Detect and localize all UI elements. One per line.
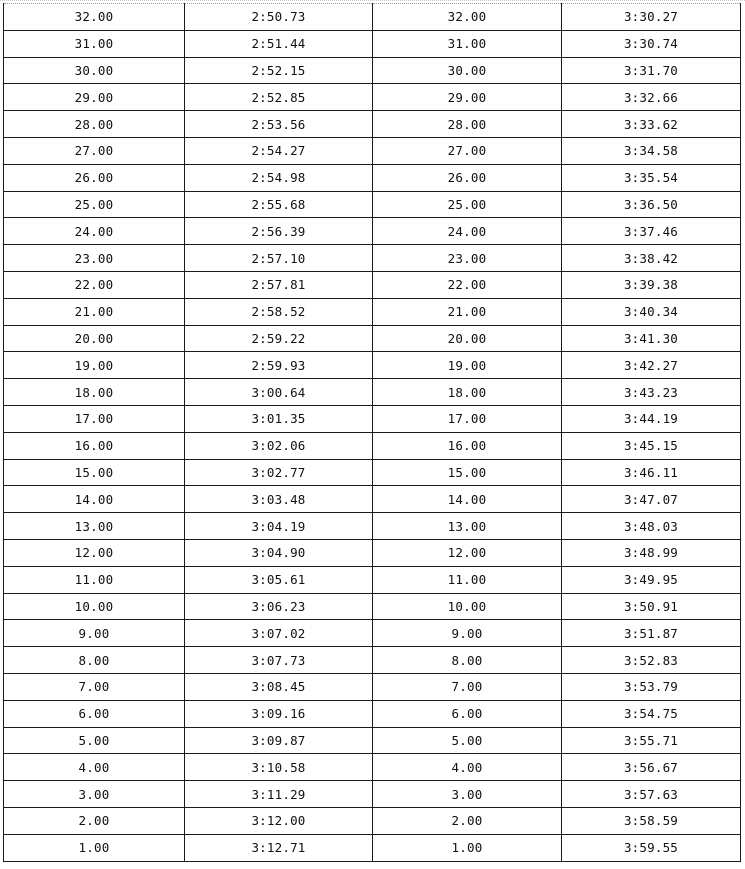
time-cell: 3:54.75 bbox=[562, 700, 741, 727]
table-row bbox=[4, 834, 741, 861]
time-cell: 3:52.83 bbox=[562, 647, 741, 674]
time-cell: 3:04.19 bbox=[185, 513, 373, 540]
table-row bbox=[4, 513, 741, 540]
table-row bbox=[4, 405, 741, 432]
score-cell: 28.00 bbox=[4, 111, 185, 138]
time-cell: 3:56.67 bbox=[562, 754, 741, 781]
time-cell: 3:57.63 bbox=[562, 781, 741, 808]
score-cell: 29.00 bbox=[373, 84, 562, 111]
score-cell: 7.00 bbox=[373, 673, 562, 700]
table-row bbox=[4, 271, 741, 298]
score-cell: 4.00 bbox=[4, 754, 185, 781]
score-cell: 8.00 bbox=[373, 647, 562, 674]
score-cell: 31.00 bbox=[4, 30, 185, 57]
table-row bbox=[4, 647, 741, 674]
time-cell: 3:12.00 bbox=[185, 807, 373, 834]
score-cell: 24.00 bbox=[373, 218, 562, 245]
table-row bbox=[4, 727, 741, 754]
score-cell: 2.00 bbox=[4, 807, 185, 834]
table-row bbox=[4, 298, 741, 325]
time-cell: 3:45.15 bbox=[562, 432, 741, 459]
score-cell: 15.00 bbox=[373, 459, 562, 486]
time-cell: 3:37.46 bbox=[562, 218, 741, 245]
time-cell: 3:58.59 bbox=[562, 807, 741, 834]
table-row bbox=[4, 593, 741, 620]
score-cell: 21.00 bbox=[373, 298, 562, 325]
score-cell: 7.00 bbox=[4, 673, 185, 700]
table-row bbox=[4, 379, 741, 406]
time-cell: 2:52.85 bbox=[185, 84, 373, 111]
time-cell: 2:52.15 bbox=[185, 57, 373, 84]
time-cell: 2:50.73 bbox=[185, 4, 373, 31]
score-cell: 21.00 bbox=[4, 298, 185, 325]
time-cell: 3:33.62 bbox=[562, 111, 741, 138]
time-cell: 3:48.03 bbox=[562, 513, 741, 540]
score-cell: 11.00 bbox=[4, 566, 185, 593]
time-cell: 3:41.30 bbox=[562, 325, 741, 352]
score-cell: 14.00 bbox=[4, 486, 185, 513]
table-row bbox=[4, 325, 741, 352]
score-cell: 24.00 bbox=[4, 218, 185, 245]
score-table bbox=[3, 3, 741, 862]
time-cell: 3:09.16 bbox=[185, 700, 373, 727]
table-row bbox=[4, 218, 741, 245]
time-cell: 2:59.93 bbox=[185, 352, 373, 379]
time-cell: 2:55.68 bbox=[185, 191, 373, 218]
table-row bbox=[4, 30, 741, 57]
table-row bbox=[4, 111, 741, 138]
score-cell: 28.00 bbox=[373, 111, 562, 138]
time-cell: 3:38.42 bbox=[562, 245, 741, 272]
time-cell: 3:36.50 bbox=[562, 191, 741, 218]
time-cell: 3:34.58 bbox=[562, 137, 741, 164]
score-cell: 16.00 bbox=[4, 432, 185, 459]
time-cell: 3:30.74 bbox=[562, 30, 741, 57]
score-cell: 2.00 bbox=[373, 807, 562, 834]
score-cell: 13.00 bbox=[373, 513, 562, 540]
score-cell: 12.00 bbox=[373, 539, 562, 566]
time-cell: 3:39.38 bbox=[562, 271, 741, 298]
table-row bbox=[4, 4, 741, 31]
time-cell: 3:02.06 bbox=[185, 432, 373, 459]
score-cell: 23.00 bbox=[373, 245, 562, 272]
score-cell: 31.00 bbox=[373, 30, 562, 57]
score-cell: 5.00 bbox=[4, 727, 185, 754]
score-cell: 6.00 bbox=[373, 700, 562, 727]
score-cell: 1.00 bbox=[4, 834, 185, 861]
score-cell: 25.00 bbox=[373, 191, 562, 218]
time-cell: 2:57.10 bbox=[185, 245, 373, 272]
time-cell: 3:44.19 bbox=[562, 405, 741, 432]
score-cell: 13.00 bbox=[4, 513, 185, 540]
time-cell: 2:53.56 bbox=[185, 111, 373, 138]
time-cell: 3:48.99 bbox=[562, 539, 741, 566]
table-row bbox=[4, 164, 741, 191]
score-cell: 11.00 bbox=[373, 566, 562, 593]
score-table-body bbox=[4, 4, 741, 862]
time-cell: 3:03.48 bbox=[185, 486, 373, 513]
time-cell: 3:42.27 bbox=[562, 352, 741, 379]
score-cell: 25.00 bbox=[4, 191, 185, 218]
time-cell: 3:49.95 bbox=[562, 566, 741, 593]
score-cell: 18.00 bbox=[4, 379, 185, 406]
time-cell: 2:54.98 bbox=[185, 164, 373, 191]
time-cell: 3:00.64 bbox=[185, 379, 373, 406]
score-cell: 27.00 bbox=[4, 137, 185, 164]
time-cell: 3:07.02 bbox=[185, 620, 373, 647]
time-cell: 3:47.07 bbox=[562, 486, 741, 513]
table-row bbox=[4, 781, 741, 808]
time-cell: 2:51.44 bbox=[185, 30, 373, 57]
time-cell: 3:43.23 bbox=[562, 379, 741, 406]
score-cell: 19.00 bbox=[373, 352, 562, 379]
table-row bbox=[4, 137, 741, 164]
score-cell: 10.00 bbox=[4, 593, 185, 620]
score-cell: 6.00 bbox=[4, 700, 185, 727]
score-cell: 29.00 bbox=[4, 84, 185, 111]
table-row bbox=[4, 432, 741, 459]
score-cell: 32.00 bbox=[4, 4, 185, 31]
time-cell: 3:08.45 bbox=[185, 673, 373, 700]
time-cell: 3:11.29 bbox=[185, 781, 373, 808]
score-cell: 9.00 bbox=[373, 620, 562, 647]
time-cell: 3:06.23 bbox=[185, 593, 373, 620]
score-cell: 5.00 bbox=[373, 727, 562, 754]
score-cell: 17.00 bbox=[373, 405, 562, 432]
time-cell: 3:05.61 bbox=[185, 566, 373, 593]
time-cell: 3:01.35 bbox=[185, 405, 373, 432]
score-cell: 19.00 bbox=[4, 352, 185, 379]
score-cell: 30.00 bbox=[373, 57, 562, 84]
table-row bbox=[4, 620, 741, 647]
table-row bbox=[4, 566, 741, 593]
time-cell: 2:54.27 bbox=[185, 137, 373, 164]
time-cell: 2:57.81 bbox=[185, 271, 373, 298]
time-cell: 3:02.77 bbox=[185, 459, 373, 486]
table-row bbox=[4, 539, 741, 566]
time-cell: 2:58.52 bbox=[185, 298, 373, 325]
table-row bbox=[4, 459, 741, 486]
time-cell: 3:59.55 bbox=[562, 834, 741, 861]
score-cell: 4.00 bbox=[373, 754, 562, 781]
time-cell: 3:04.90 bbox=[185, 539, 373, 566]
score-cell: 1.00 bbox=[373, 834, 562, 861]
time-cell: 3:35.54 bbox=[562, 164, 741, 191]
score-cell: 16.00 bbox=[373, 432, 562, 459]
score-cell: 3.00 bbox=[373, 781, 562, 808]
table-row bbox=[4, 700, 741, 727]
table-row bbox=[4, 673, 741, 700]
score-cell: 14.00 bbox=[373, 486, 562, 513]
table-row bbox=[4, 57, 741, 84]
score-table-container bbox=[3, 3, 740, 862]
score-cell: 8.00 bbox=[4, 647, 185, 674]
score-cell: 32.00 bbox=[373, 4, 562, 31]
time-cell: 2:56.39 bbox=[185, 218, 373, 245]
time-cell: 3:30.27 bbox=[562, 4, 741, 31]
score-cell: 15.00 bbox=[4, 459, 185, 486]
time-cell: 3:40.34 bbox=[562, 298, 741, 325]
time-cell: 3:32.66 bbox=[562, 84, 741, 111]
time-cell: 3:50.91 bbox=[562, 593, 741, 620]
time-cell: 2:59.22 bbox=[185, 325, 373, 352]
score-cell: 20.00 bbox=[373, 325, 562, 352]
score-cell: 26.00 bbox=[373, 164, 562, 191]
score-cell: 9.00 bbox=[4, 620, 185, 647]
score-cell: 30.00 bbox=[4, 57, 185, 84]
score-cell: 20.00 bbox=[4, 325, 185, 352]
score-cell: 10.00 bbox=[373, 593, 562, 620]
table-row bbox=[4, 245, 741, 272]
time-cell: 3:09.87 bbox=[185, 727, 373, 754]
time-cell: 3:07.73 bbox=[185, 647, 373, 674]
time-cell: 3:53.79 bbox=[562, 673, 741, 700]
score-cell: 26.00 bbox=[4, 164, 185, 191]
table-row bbox=[4, 84, 741, 111]
score-cell: 23.00 bbox=[4, 245, 185, 272]
time-cell: 3:10.58 bbox=[185, 754, 373, 781]
table-row bbox=[4, 486, 741, 513]
time-cell: 3:51.87 bbox=[562, 620, 741, 647]
score-cell: 22.00 bbox=[373, 271, 562, 298]
time-cell: 3:46.11 bbox=[562, 459, 741, 486]
table-row bbox=[4, 807, 741, 834]
time-cell: 3:31.70 bbox=[562, 57, 741, 84]
table-row bbox=[4, 352, 741, 379]
score-cell: 22.00 bbox=[4, 271, 185, 298]
time-cell: 3:55.71 bbox=[562, 727, 741, 754]
score-cell: 17.00 bbox=[4, 405, 185, 432]
score-cell: 12.00 bbox=[4, 539, 185, 566]
time-cell: 3:12.71 bbox=[185, 834, 373, 861]
score-cell: 3.00 bbox=[4, 781, 185, 808]
table-row bbox=[4, 754, 741, 781]
score-cell: 27.00 bbox=[373, 137, 562, 164]
score-cell: 18.00 bbox=[373, 379, 562, 406]
table-row bbox=[4, 191, 741, 218]
